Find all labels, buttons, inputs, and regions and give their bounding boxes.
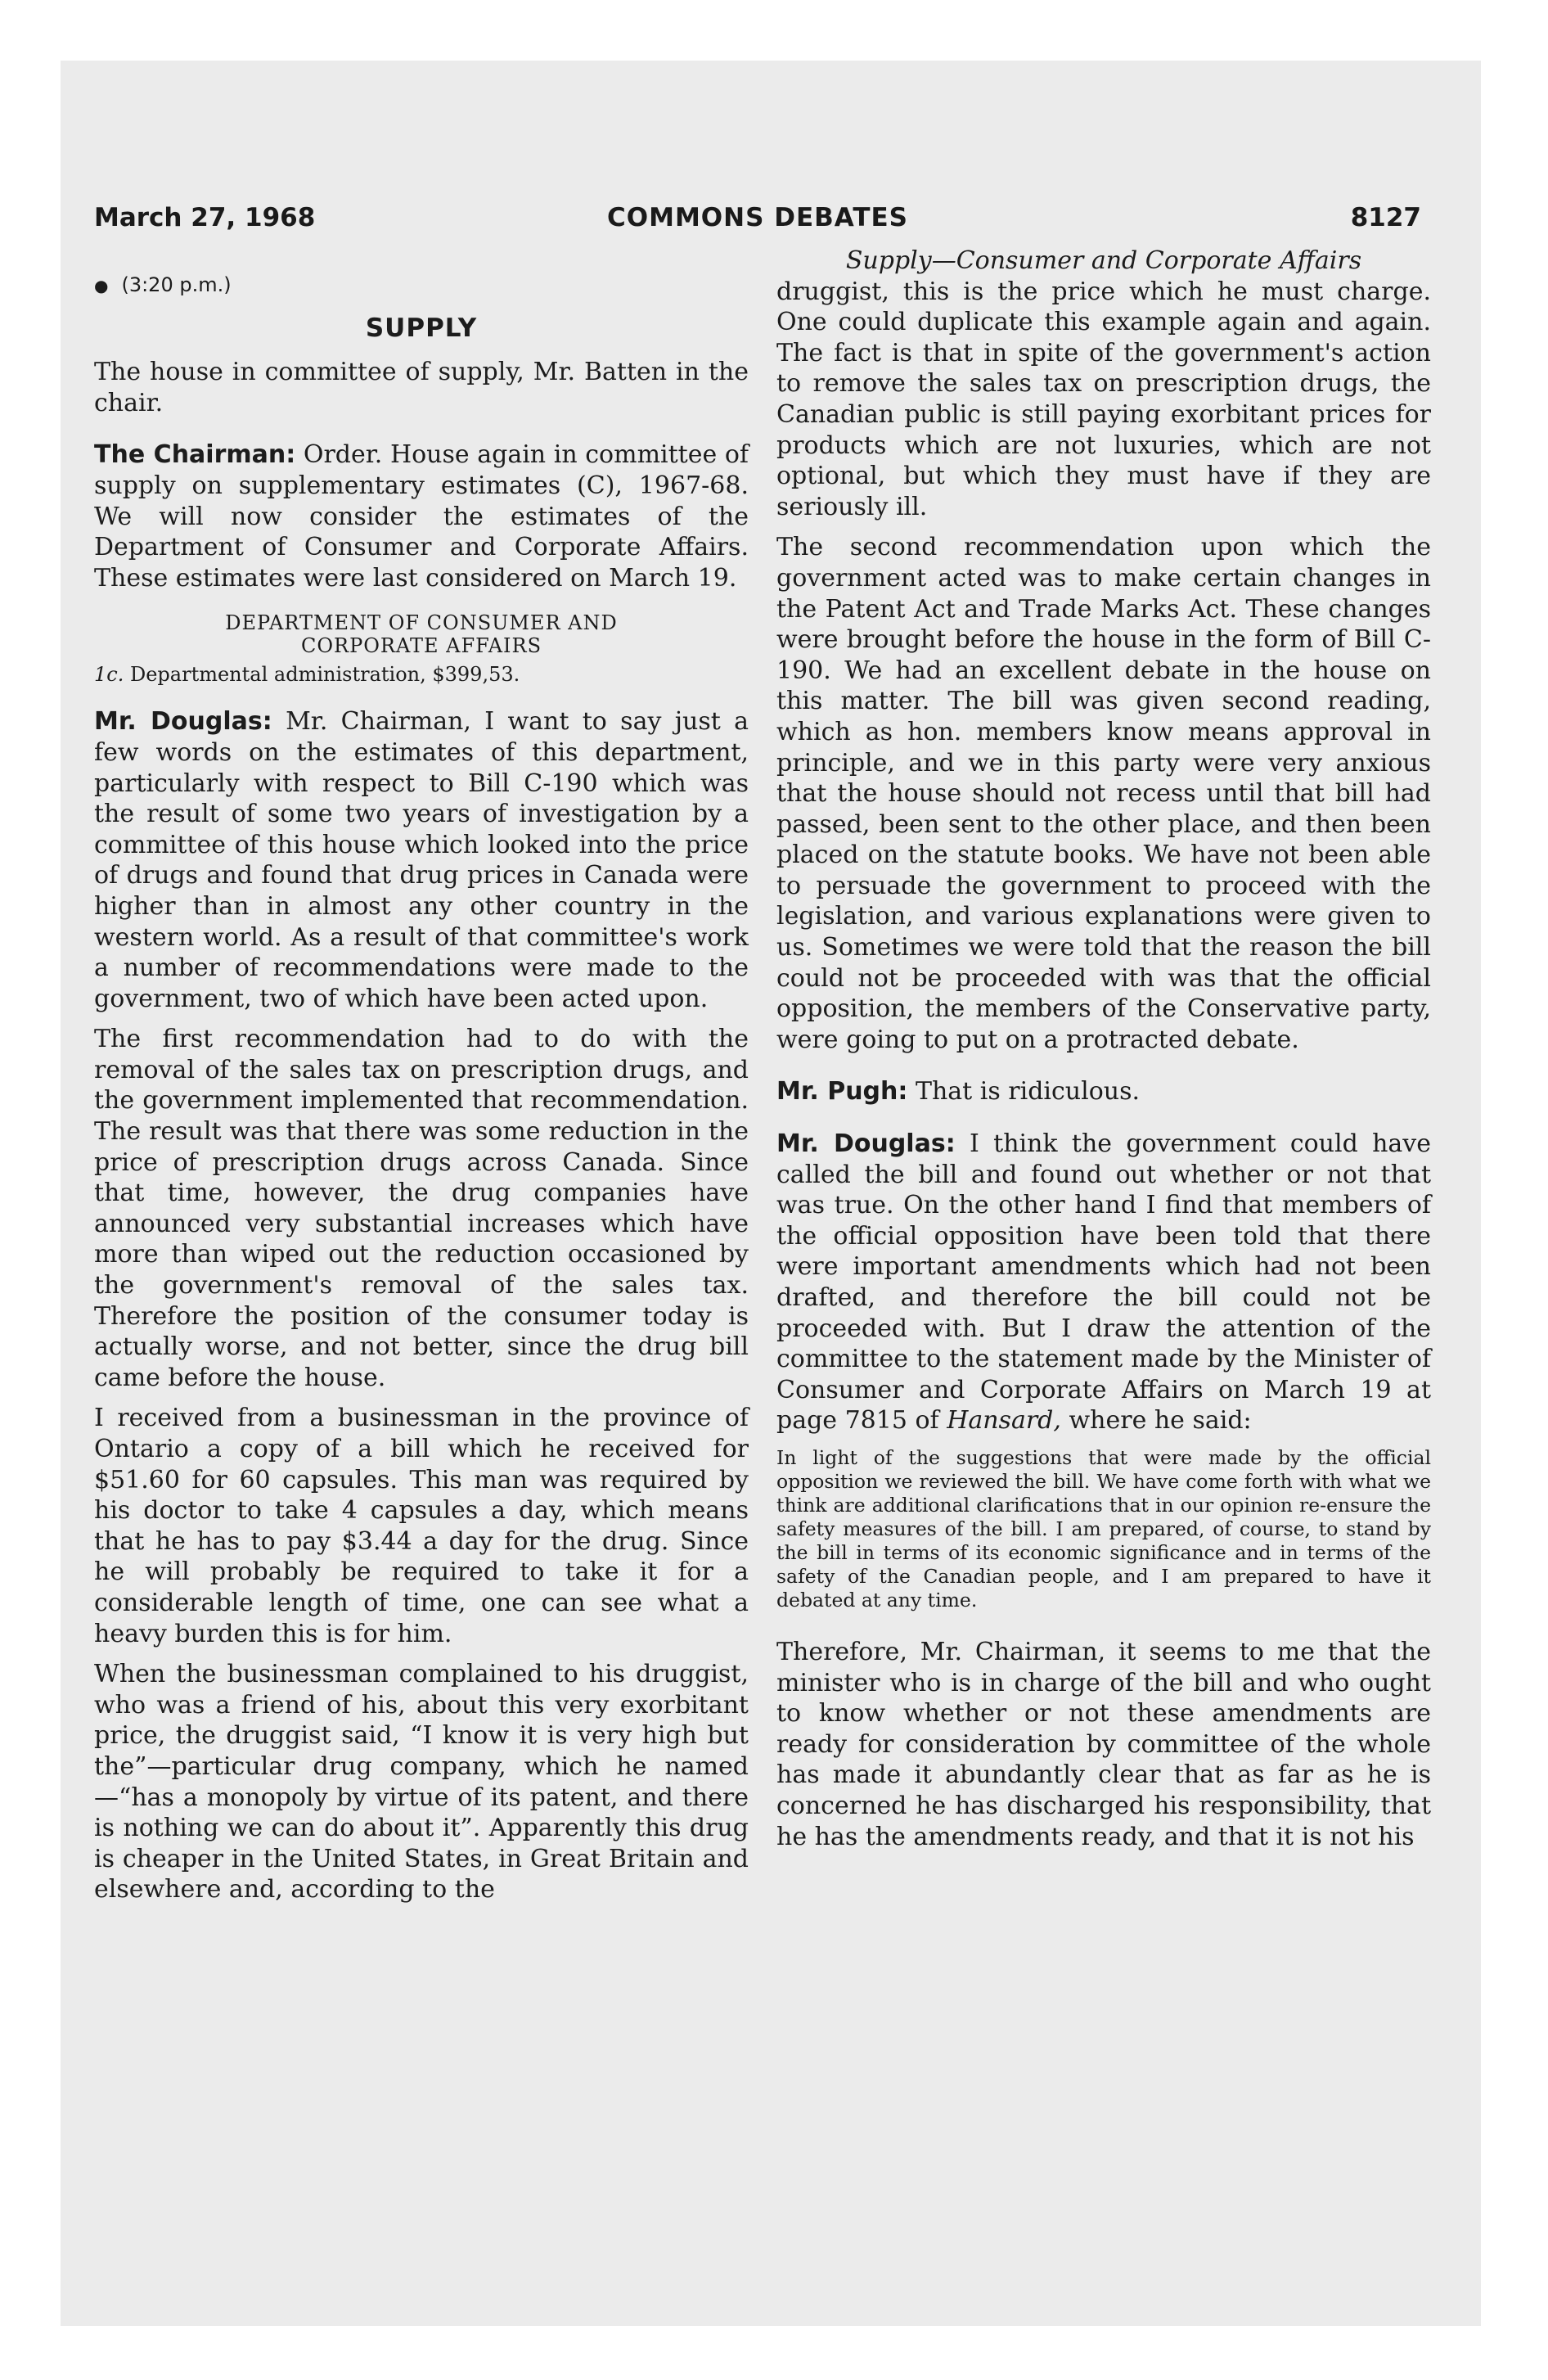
section-title: SUPPLY <box>365 313 478 343</box>
paragraph <box>776 1129 1431 1436</box>
paragraph-text: Mr. Chairman, I want to say just a few words on the estimates of this department, particularly with respect to Bill C-190 which was the result of some two years of investigation by a committee of this house which looked into the price of drugs and found that drug prices in Canada were higher than in almost any other country in the western world. As a result of that committee's work a number of recommendations were made to the government, two of which have been acted upon. <box>94 707 749 1013</box>
paragraph-text: I think the government could have called the bill and found out whether or not that was true. On the other hand I find that members of the official opposition have been told that there were important amendments which had not been drafted, and therefore the bill could not be proceeded with. But I draw the attention of the committee to the statement made by the Minister of Consumer and Corporate Affairs on March 19 at page 7815 of <box>776 1129 1432 1436</box>
vote-text: Departmental administration, $399,53. <box>129 663 520 687</box>
block-quote: In light of the suggestions that were made by the official opposition we reviewed the bill. We have come forth with what we think are additional clarifications that in our opinion re-ensure the safety measures of the bill. I am prepared, of course, to stand by the bill in terms of its economic significance and in terms of the safety of the Canadian people, and I am prepared to have it debated at any time. <box>776 1445 1431 1611</box>
speaker-name: The Chairman: <box>94 440 296 470</box>
speaker-name: Mr. Douglas: <box>94 707 272 737</box>
header-date: March 27, 1968 <box>94 203 316 232</box>
speaker-name: Mr. Douglas: <box>776 1129 956 1159</box>
vote-number: 1c. <box>94 663 124 687</box>
paragraph: Therefore, Mr. Chairman, it seems to me that the minister who is in charge of the bill and who ought to know whether or not these amendments are ready for consideration by committee of the whole has made it abundantly clear that as far as he is concerned he has discharged his responsibility, that he has the amendments ready, and that it is not his <box>776 1637 1431 1851</box>
paragraph: I received from a businessman in the province of Ontario a copy of a bill which he received for $51.60 for 60 capsules. This man was required by his doctor to take 4 capsules a day, which means that he has to pay $3.44 a day for the drug. Since he will probably be required to take it for a considerable length of time, one can see what a heavy burden this is for him. <box>94 1404 749 1648</box>
paragraph-text: That is ridiculous. <box>915 1077 1141 1107</box>
vote-item <box>94 662 749 687</box>
time-text: (3:20 p.m.) <box>121 273 232 296</box>
paragraph <box>94 439 749 593</box>
page-header <box>94 203 1421 244</box>
header-publication: COMMONS DEBATES <box>607 203 908 232</box>
time-mark <box>94 270 749 302</box>
paragraph: druggist, this is the price which he must charge. One could duplicate this example again and again. The fact is that in spite of the government's action to remove the sales tax on prescription drugs, the Canadian public is still paying exorbitant prices for products which are not luxuries, which are not optional, but which they must have if they are seriously ill. <box>776 277 1431 521</box>
paragraph-text: where he said: <box>1069 1406 1252 1436</box>
paragraph: The house in committee of supply, Mr. Batten in the chair. <box>94 358 749 417</box>
bullet-icon: ● <box>94 276 109 295</box>
speaker-name: Mr. Pugh: <box>776 1077 908 1107</box>
paragraph: The first recommendation had to do with the removal of the sales tax on prescription drugs, and the government implemented that recommendation. The result was that there was some reduction in the price of prescription drugs across Canada. Since that time, however, the drug companies have announced very substantial increases which have more than wiped out the reduction occasioned by the government's removal of the sales tax. Therefore the position of the consumer today is actually worse, and not better, since the drug bill came before the house. <box>94 1025 749 1392</box>
paragraph: The second recommendation upon which the government acted was to make certain changes in the Patent Act and Trade Marks Act. These changes were brought before the house in the form of Bill C-190. We had an excellent debate in the house on this matter. The bill was given second reading, which as hon. members know means approval in principle, and we in this party were very anxious that the house should not recess until that bill had passed, been sent to the other place, and then been placed on the statute books. We have not been able to persuade the government to proceed with the legislation, and various explanations were given to us. Sometimes we were told that the reason the bill could not be proceeded with was that the official opposition, the members of the Conservative party, were going to put on a protracted debate. <box>776 533 1431 1054</box>
running-head: Supply—Consumer and Corporate Affairs <box>845 246 1362 275</box>
header-page-number: 8127 <box>1350 203 1421 232</box>
paragraph: When the businessman complained to his druggist, who was a friend of his, about this very exorbitant price, the druggist said, “I know it is very high but the”—particular drug company, which he named—“has a monopoly by virtue of its patent, and there is nothing we can do about it”. Apparently this drug is cheaper in the United States, in Great Britain and elsewhere and, according to the <box>94 1660 749 1904</box>
department-heading-line: CORPORATE AFFAIRS <box>300 634 542 658</box>
right-column <box>776 246 1431 1862</box>
paragraph-text: Order. House again in committee of supply on supplementary estimates (C), 1967-68. We will now consider the estimates of the Department of Consumer and Corporate Affairs. These estimates were last considered on March 19. <box>94 440 749 593</box>
paragraph <box>776 1076 1431 1107</box>
hansard-reference: Hansard, <box>947 1406 1061 1436</box>
department-heading-line: DEPARTMENT OF CONSUMER AND <box>225 611 618 635</box>
paragraph <box>94 706 749 1014</box>
department-heading <box>94 611 749 657</box>
left-column <box>94 246 749 1915</box>
